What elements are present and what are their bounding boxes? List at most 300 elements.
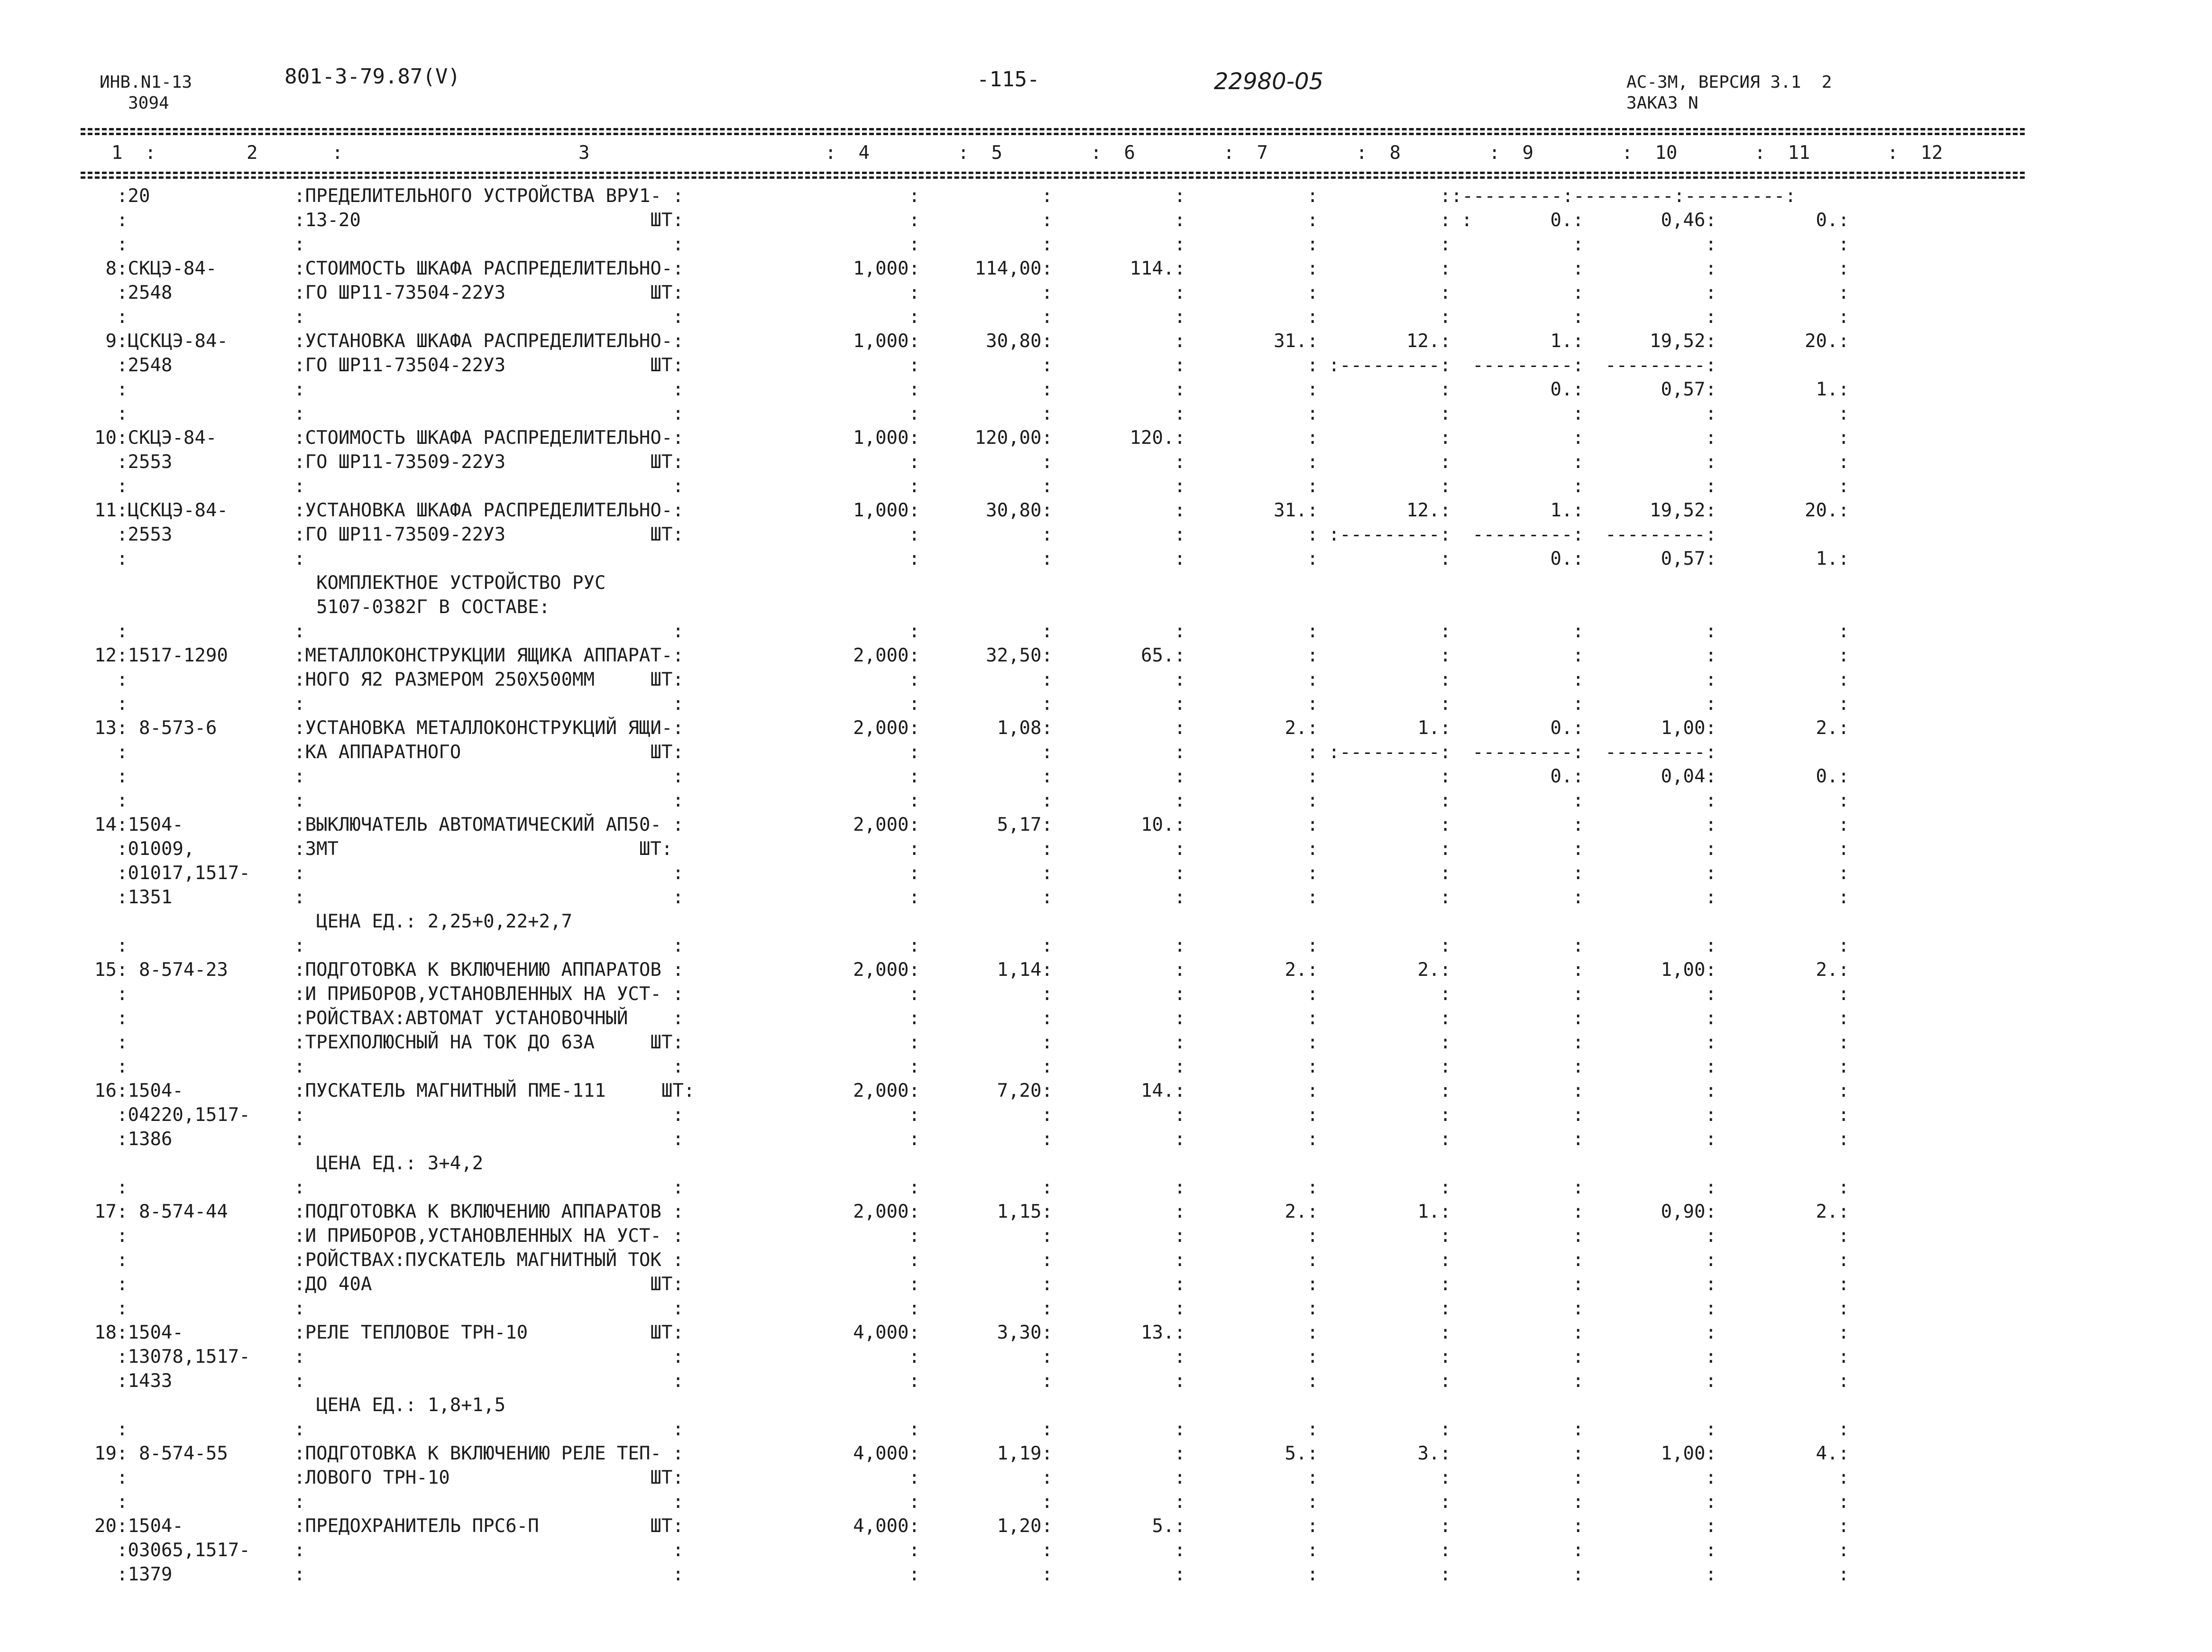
table-row (81, 232, 2025, 257)
table-cell: ЦЕНА ЕД.: 3+4,2 (294, 1153, 484, 1174)
table-cell: : (1572, 1129, 1584, 1150)
table-cell: 0.: (1550, 766, 1584, 787)
table-cell: : (1307, 210, 1318, 231)
table-cell: : (1041, 693, 1053, 715)
table-cell: : (1307, 887, 1318, 908)
table-cell: : (1174, 355, 1185, 376)
table-cell: : (1307, 814, 1318, 835)
table-cell: : (1174, 1298, 1185, 1319)
table-cell: : (1440, 1322, 1451, 1343)
table-cell: : (909, 1129, 920, 1150)
table-cell: : (1440, 548, 1451, 569)
table-cell: :ПРЕДЕЛИТЕЛЬНОГО УСТРОЙСТВА ВРУ1- : (294, 185, 684, 207)
table-cell: : (1174, 185, 1185, 207)
table-cell: 0.: (1550, 548, 1584, 569)
table-cell: 2.: (1417, 959, 1451, 981)
table-cell: : (1705, 1056, 1716, 1077)
table-cell: :СКЦЭ-84- (117, 427, 217, 449)
table-cell: : (1307, 693, 1318, 715)
table-cell: : (1705, 1274, 1716, 1295)
table-cell: : (1838, 693, 1849, 715)
table-cell (81, 450, 117, 474)
table-cell: : (1174, 863, 1185, 884)
table-cell: : (1838, 1346, 1849, 1367)
column-number-2: 2 (247, 142, 258, 164)
table-cell: 2,000: (853, 717, 920, 739)
table-cell: : (1440, 1491, 1451, 1513)
table-cell: : (1174, 693, 1185, 715)
table-cell (117, 571, 294, 595)
table-row (81, 1296, 2025, 1321)
table-cell: 1,19: (997, 1443, 1053, 1464)
table-cell: :СКЦЭ-84- (117, 258, 217, 279)
table-cell: : (1440, 693, 1451, 715)
table-cell: 12 (94, 645, 117, 666)
table-cell (787, 571, 920, 595)
table-cell: : (117, 1419, 128, 1440)
table-cell: : (909, 693, 920, 715)
table-cell: : (909, 669, 920, 690)
table-row (81, 523, 2025, 547)
table-cell: :04220,1517- (117, 1104, 250, 1126)
table-cell (1451, 595, 1584, 619)
table-cell: : (1307, 1104, 1318, 1126)
table-cell: : (1440, 1177, 1451, 1198)
table-cell: 1.: (1550, 500, 1584, 521)
table-row (81, 1248, 2025, 1272)
table-cell: : (117, 1491, 128, 1513)
table-cell: :УСТАНОВКА ШКАФА РАСПРЕДЕЛИТЕЛЬНО-: (294, 500, 684, 521)
table-cell: 1,000: (853, 500, 920, 521)
table-cell: : (1440, 1032, 1451, 1053)
table-cell: : (1307, 1564, 1318, 1585)
table-cell: : (117, 1467, 128, 1488)
table-cell: : (1705, 645, 1716, 666)
column-number-11: : 11 (1754, 142, 1810, 164)
table-cell: : (1705, 669, 1716, 690)
table-cell: : (1174, 524, 1185, 545)
table-cell: : (117, 669, 128, 690)
table-cell: : (1705, 282, 1716, 303)
table-cell (1053, 595, 1185, 619)
table-row (81, 861, 2025, 885)
table-cell: : (1440, 185, 1451, 207)
table-cell: :ДО 40А ШТ: (294, 1274, 684, 1295)
table-cell: :ПРЕДОХРАНИТЕЛЬ ПРС6-П ШТ: (294, 1515, 684, 1537)
column-number-10: : 10 (1622, 142, 1678, 164)
table-row (81, 1490, 2025, 1514)
column-number-9: : 9 (1489, 142, 1533, 164)
table-cell: : (909, 935, 920, 956)
table-cell: : (1572, 1346, 1584, 1367)
table-cell (81, 982, 117, 1006)
table-cell (920, 595, 1053, 619)
table-cell (1185, 595, 1318, 619)
table-cell (1584, 1151, 1716, 1175)
table-cell (81, 1538, 117, 1562)
table-cell: 3,30: (997, 1322, 1053, 1343)
table-cell: : (1041, 1419, 1053, 1440)
table-cell: : : (294, 234, 684, 255)
table-cell: : (1705, 1080, 1716, 1101)
table-cell: : (1838, 983, 1849, 1005)
table-cell: : (1440, 234, 1451, 255)
table-cell: : (1174, 1346, 1185, 1367)
table-cell: : : (294, 379, 684, 400)
table-cell: ---------: (1605, 742, 1716, 763)
table-row (81, 1562, 2025, 1587)
table-cell: : (1174, 476, 1185, 497)
table-cell: : (1041, 935, 1053, 956)
table-cell: 12.: (1406, 500, 1451, 521)
table-cell: :РОЙСТВАХ:ПУСКАТЕЛЬ МАГНИТНЫЙ ТОК : (294, 1249, 684, 1271)
column-number-8: : 8 (1356, 142, 1401, 164)
table-row (81, 1006, 2025, 1030)
table-cell: : (1041, 185, 1053, 207)
table-cell: : (1440, 790, 1451, 811)
table-cell: : (909, 1540, 920, 1561)
table-cell: : (1307, 524, 1318, 545)
table-cell (1185, 571, 1318, 595)
table-cell: : (909, 282, 920, 303)
table-cell: : (1705, 1346, 1716, 1367)
table-cell: : (1041, 790, 1053, 811)
table-cell: : (1174, 1032, 1185, 1053)
top-rule (81, 128, 2025, 130)
table-cell: 19,52: (1650, 500, 1716, 521)
table-cell: : (1041, 234, 1053, 255)
table-row (81, 1151, 2025, 1175)
table-cell: : (909, 476, 920, 497)
table-cell (81, 740, 117, 764)
table-cell: : (117, 306, 128, 328)
table-cell: :ЦСКЦЭ-84- (117, 330, 228, 352)
table-cell: : (909, 1249, 920, 1271)
table-cell: : (1174, 379, 1185, 400)
table-cell: 20.: (1805, 330, 1849, 352)
table-cell: : (1041, 451, 1053, 473)
table-cell: : (1705, 1104, 1716, 1126)
table-cell: : (909, 234, 920, 255)
table-cell: : : (294, 476, 684, 497)
table-cell: : (1307, 306, 1318, 328)
table-cell: : (1440, 306, 1451, 328)
table-cell: : (1307, 621, 1318, 642)
table-cell: : (1307, 1056, 1318, 1077)
table-cell (81, 885, 117, 909)
table-row (81, 740, 2025, 764)
table-cell: : (1838, 1249, 1849, 1271)
table-cell: : (117, 548, 128, 569)
table-cell: : (1041, 887, 1053, 908)
table-row (81, 1200, 2025, 1224)
table-cell: : (1307, 379, 1318, 400)
table-cell: : (1307, 427, 1318, 449)
table-cell (1053, 909, 1185, 934)
table-cell: : (1705, 1491, 1716, 1513)
table-cell: : (1705, 863, 1716, 884)
table-cell: : (1307, 669, 1318, 690)
table-cell (1451, 571, 1584, 595)
table-cell: : (1705, 887, 1716, 908)
table-cell: : (1174, 1249, 1185, 1271)
table-cell (81, 668, 117, 692)
table-cell (1053, 1151, 1185, 1175)
table-row (81, 1321, 2025, 1345)
table-cell: : (1440, 1274, 1451, 1295)
table-row (81, 1030, 2025, 1055)
table-cell: : (1174, 887, 1185, 908)
table-cell: : (1041, 1225, 1053, 1247)
table-cell: : (294, 548, 305, 569)
table-cell: : : (294, 935, 684, 956)
table-cell: : (909, 1008, 920, 1029)
table-cell: : (1838, 935, 1849, 956)
table-cell: 1,00: (1661, 959, 1716, 981)
table-cell: :3МТ ШТ: (294, 838, 673, 860)
table-cell: :1504- (117, 1080, 184, 1101)
table-cell: :ГО ШР11-73509-22У3 ШТ: (294, 524, 684, 545)
column-number-1: 1 : (111, 142, 156, 164)
table-cell: : (1572, 1177, 1584, 1198)
table-cell: : (1440, 210, 1451, 231)
table-cell: :ТРЕХПОЛЮСНЫЙ НА ТОК ДО 63А ШТ: (294, 1032, 684, 1053)
table-cell: : (1705, 1515, 1716, 1537)
table-cell: : (1440, 935, 1451, 956)
table-cell: : (1705, 451, 1716, 473)
table-cell: :ЦСКЦЭ-84- (117, 500, 228, 521)
table-row (81, 184, 2025, 208)
table-cell: 1,15: (997, 1201, 1053, 1222)
table-cell: 1,000: (853, 330, 920, 352)
table-cell (1716, 523, 1849, 547)
table-cell: : (1440, 621, 1451, 642)
table-row (81, 498, 2025, 523)
inventory-label: ИНВ.N1-13 (100, 73, 193, 92)
table-cell: : (1440, 1370, 1451, 1392)
table-cell: : (1174, 1056, 1185, 1077)
table-cell: : (1307, 258, 1318, 279)
table-row (81, 257, 2025, 281)
table-cell: 2,000: (853, 1201, 920, 1222)
handwritten-code: 22980-05 (1214, 68, 1324, 95)
table-cell: :УСТАНОВКА ШКАФА РАСПРЕДЕЛИТЕЛЬНО-: (294, 330, 684, 352)
table-cell: : (1307, 742, 1318, 763)
table-cell: : (1572, 621, 1584, 642)
table-cell: : (1705, 1370, 1716, 1392)
table-cell: : : (294, 1491, 684, 1513)
table-cell: : : (294, 306, 684, 328)
table-cell: 11 (94, 500, 117, 521)
table-cell: : (1307, 1274, 1318, 1295)
table-cell: 13 (94, 717, 117, 739)
table-cell: 18 (94, 1322, 117, 1343)
table-cell: : (117, 1032, 128, 1053)
table-cell: :2548 (117, 282, 173, 303)
table-cell: 5.: (1152, 1515, 1185, 1537)
table-cell: : (909, 451, 920, 473)
table-cell: : (1041, 1491, 1053, 1513)
table-cell: : (1440, 838, 1451, 860)
table-cell: 20.: (1805, 500, 1849, 521)
table-cell: : (1705, 838, 1716, 860)
table-cell: 2,000: (853, 1080, 920, 1101)
table-cell: : (909, 790, 920, 811)
table-cell: : : (294, 766, 684, 787)
table-cell: : (909, 355, 920, 376)
table-cell: : (1440, 451, 1451, 473)
table-cell: : (1041, 1346, 1053, 1367)
table-cell: : (1705, 693, 1716, 715)
table-cell: 0,46: (1627, 210, 1716, 231)
table-cell (81, 789, 117, 813)
table-row (81, 885, 2025, 909)
table-cell: :СТОИМОСТЬ ШКАФА РАСПРЕДЕЛИТЕЛЬНО-: (294, 258, 684, 279)
table-cell: : (1307, 403, 1318, 424)
table-cell: 2,000: (853, 814, 920, 835)
table-cell (117, 1151, 294, 1175)
table-cell: :ПОДГОТОВКА К ВКЛЮЧЕНИЮ АППАРАТОВ : (294, 959, 684, 981)
table-cell: : (1572, 1467, 1584, 1488)
table-cell: ---------: (1605, 524, 1716, 545)
table-cell: : (1041, 742, 1053, 763)
table-cell: : (1174, 669, 1185, 690)
table-cell: 13.: (1141, 1322, 1185, 1343)
table-cell: : : (294, 1298, 684, 1319)
table-cell (81, 571, 117, 595)
table-cell: : (1041, 1370, 1053, 1392)
table-cell (81, 837, 117, 861)
table-cell: 4,000: (853, 1443, 920, 1464)
table-cell: : (1440, 379, 1451, 400)
table-cell: : (1174, 1467, 1185, 1488)
table-cell: : (1838, 838, 1849, 860)
table-cell (81, 305, 117, 329)
table-cell: : (1041, 1129, 1053, 1150)
table-cell: : 8-573-6 (117, 717, 217, 739)
table-cell: : (1705, 983, 1716, 1005)
table-row (81, 329, 2025, 353)
table-cell: : (1440, 258, 1451, 279)
table-cell: : (1307, 935, 1318, 956)
table-cell: :РОЙСТВАХ:АВТОМАТ УСТАНОВОЧНЫЙ : (294, 1008, 684, 1029)
table-cell: : (909, 621, 920, 642)
table-cell (81, 909, 117, 934)
table-cell: : (1041, 863, 1053, 884)
table-cell: : (1838, 1032, 1849, 1053)
table-cell: 1,000: (853, 427, 920, 449)
table-cell: : (1572, 838, 1584, 860)
table-cell: : (1174, 234, 1185, 255)
table-cell: : (1838, 669, 1849, 690)
table-cell: : (1041, 1056, 1053, 1077)
table-cell: :И ПРИБОРОВ,УСТАНОВЛЕННЫХ НА УСТ- : (294, 983, 684, 1005)
table-cell: : (1838, 1370, 1849, 1392)
table-cell: : (909, 524, 920, 545)
table-cell: : (1041, 306, 1053, 328)
table-cell: : (1307, 1225, 1318, 1247)
table-cell: : (1705, 1298, 1716, 1319)
table-cell: : (1440, 282, 1451, 303)
table-cell: :1504- (117, 814, 184, 835)
table-cell: : : (294, 1104, 684, 1126)
table-cell (81, 1417, 117, 1441)
table-cell: : (1705, 427, 1716, 449)
table-cell (81, 1296, 117, 1321)
table-cell: : (117, 1298, 128, 1319)
table-cell: : (1307, 282, 1318, 303)
order-label: ЗАКАЗ N (1626, 93, 1698, 113)
table-cell: : (1174, 742, 1185, 763)
table-cell: 2.: (1816, 717, 1849, 739)
table-row (81, 474, 2025, 498)
table-cell: : (1174, 766, 1185, 787)
table-cell (920, 571, 1053, 595)
table-cell (117, 595, 294, 619)
table-cell: : (1572, 1104, 1584, 1126)
table-row (81, 934, 2025, 958)
table-cell: : (1174, 1129, 1185, 1150)
table-cell: : (1838, 1274, 1849, 1295)
table-cell: 19 (94, 1443, 117, 1464)
table-cell: : (1307, 234, 1318, 255)
table-cell (81, 1030, 117, 1055)
table-cell: : (1838, 1177, 1849, 1198)
table-cell: 5,17: (997, 814, 1053, 835)
table-cell: : (1174, 1419, 1185, 1440)
table-cell: : (1838, 258, 1849, 279)
table-cell (1716, 1393, 1849, 1417)
table-row (81, 1224, 2025, 1248)
table-cell: 2.: (1285, 1201, 1318, 1222)
table-cell: :---------: (1328, 524, 1451, 545)
table-cell: : (1572, 983, 1584, 1005)
table-cell (117, 909, 294, 934)
table-cell (1318, 595, 1451, 619)
table-cell: 1.: (1417, 717, 1451, 739)
table-cell: : (1041, 282, 1053, 303)
table-cell: : (1440, 1056, 1451, 1077)
table-cell: : (909, 1177, 920, 1198)
table-cell: : (1307, 1080, 1318, 1101)
table-row (81, 377, 2025, 402)
table-cell (81, 1562, 117, 1587)
table-cell (81, 1006, 117, 1030)
table-cell: : (1838, 1129, 1849, 1150)
table-cell: : (909, 838, 920, 860)
table-cell: : (1440, 645, 1451, 666)
table-cell (81, 595, 117, 619)
table-cell: : (1041, 1564, 1053, 1585)
table-cell (81, 1175, 117, 1200)
table-cell: : (1041, 1467, 1053, 1488)
table-cell: 120.: (1129, 427, 1185, 449)
table-cell: : (1572, 451, 1584, 473)
table-cell: : (117, 1177, 128, 1198)
table-cell: : (1440, 1104, 1451, 1126)
table-cell: : (117, 790, 128, 811)
column-number-7: : 7 (1223, 142, 1268, 164)
table-cell: : (1705, 476, 1716, 497)
table-cell: : (1838, 451, 1849, 473)
table-cell: : (909, 1274, 920, 1295)
table-cell: : (1838, 1104, 1849, 1126)
table-cell: :ПОДГОТОВКА К ВКЛЮЧЕНИЮ АППАРАТОВ : (294, 1201, 684, 1222)
table-cell: : (1572, 1564, 1584, 1585)
table-cell: : (1705, 1564, 1716, 1585)
table-cell: : (909, 983, 920, 1005)
table-row (81, 1466, 2025, 1490)
